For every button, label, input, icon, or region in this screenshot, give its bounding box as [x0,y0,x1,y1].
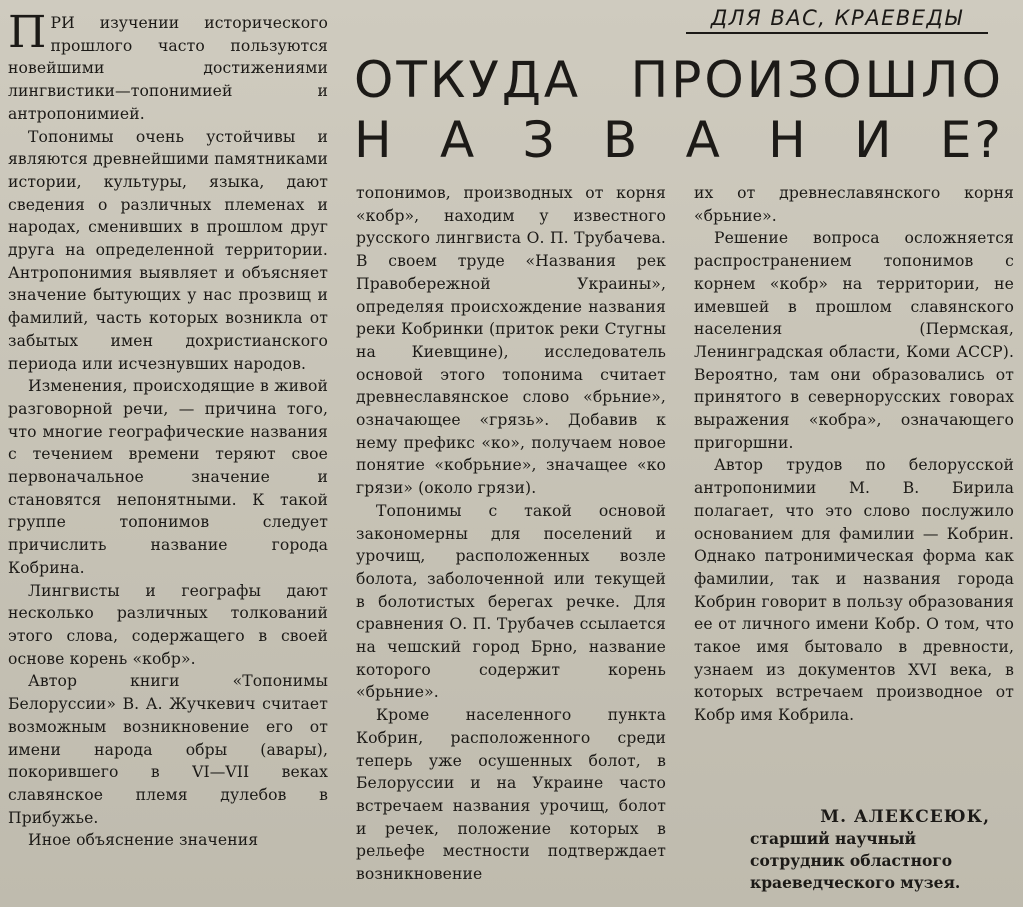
article-headline [354,50,1004,170]
paragraph: Лингвисты и географы дают несколько различных толкований этого слова, содержащего в своей основе корень «кобр». [8,581,328,668]
paragraph: Топонимы очень устойчивы и являются древнейшими памятниками истории, культуры, языка, дают сведения о различных племенах и народах, сменивших в прошлом друг друга на определенной территории. Антропонимия выявляет и объясняет значение бытующих у нас прозвищ и фамилий, часть которых возникла от забытых имен дохристианского периода или исчезнувших народов. [8,127,328,373]
paragraph [8,7,328,126]
headline-line-2 [354,110,1004,170]
paragraph: Кроме населенного пункта Кобрин, расположенного среди теперь уже осушенных болот, в Белоруссии и на Украине часто встречаем названия урочищ, болот и речек, положение которых в рельефе местности подтверждает возникновение [356,706,666,884]
headline-letter: А [685,111,723,169]
paragraph: их от древнеславянского корня «брьние». [694,184,1014,225]
author-signature [728,806,990,894]
article-column-3 [694,182,1014,727]
headline-letter: Н [768,111,809,169]
paragraph: Автор трудов по белорусской антропонимии М. В. Бирила полагает, что это слово послужило основанием для фамилии — Кобрин. Однако патронимическая форма как фамилии, так и названия города Кобрин говорит в пользу образования ее от личного имени Кобр. О том, что такое имя бытовало в древности, узнаем из документов XVI века, в которых встречаем производное от Кобр имя Кобрила. [694,456,1014,725]
paragraph: Иное объяснение значения [28,831,259,850]
paragraph: Решение вопроса осложняется распространением топонимов с корнем «кобр» на территории, не имевшей в прошлом славянского населения (Пермская, Ленинградская области, Коми АССР). Вероятно, там они образовались от принятого в севернорусских говорах выражения «кобра», означающего пригоршни. [694,229,1014,452]
headline-letter: Н [354,111,395,169]
drop-cap: П [8,7,47,58]
author-role: старший научный сотрудник областного краеведческого музея. [750,829,961,892]
paragraph-text: РИ изучении исторического прошлого часто пользуются новейшими достижениями лингвистики—топонимией и антропонимией. [8,14,328,123]
section-rubric: ДЛЯ ВАС, КРАЕВЕДЫ [686,6,988,34]
paragraph: Топонимы с такой основой закономерны для поселений и урочищ, расположенных возле болота, заболоченной или текущей в болотистых берегах речке. Для сравнения О. П. Трубачев ссылается на чешский город Брно, название которого содержит корень «брьние». [356,501,666,702]
paragraph: Автор книги «Топонимы Белоруссии» В. А. Жучкевич считает возможным возникновение его от имени народа обры (авары), покорившего в VI—VII веках славянское племя дулебов в Прибужье. [8,672,328,827]
headline-line-1 [354,50,1004,110]
article-column-1 [8,7,328,852]
author-name: М. АЛЕКСЕЮК, [820,807,990,827]
headline-letter: И [854,111,895,169]
headline-letter: В [602,111,641,169]
headline-word: ОТКУДА [354,51,582,109]
headline-letter: А [439,111,478,169]
headline-letter: З [522,111,558,169]
article-column-2 [356,182,666,886]
paragraph: топонимов, производных от корня «кобр», находим у известного русского лингвиста О. П. Трубачева. В своем труде «Названия рек Правобережной Украины», определяя происхождение названия реки Кобринки (приток реки Стугны на Киевщине), исследователь основой этого топонима считает древнеславянское слово «брьние», означающее «грязь». Добавив к нему префикс «ко», получаем новое понятие «кобрьние», значащее «ко грязи» (около грязи). [356,184,666,498]
headline-word: ПРОИЗОШЛО [630,51,1004,109]
headline-letter: Е? [939,111,1004,169]
paragraph: Изменения, происходящие в живой разговорной речи, — причина того, что многие географические названия с течением времени теряют свое первоначальное значение и становятся непонятными. К такой группе топонимов следует причислить название города Кобрина. [8,377,328,577]
